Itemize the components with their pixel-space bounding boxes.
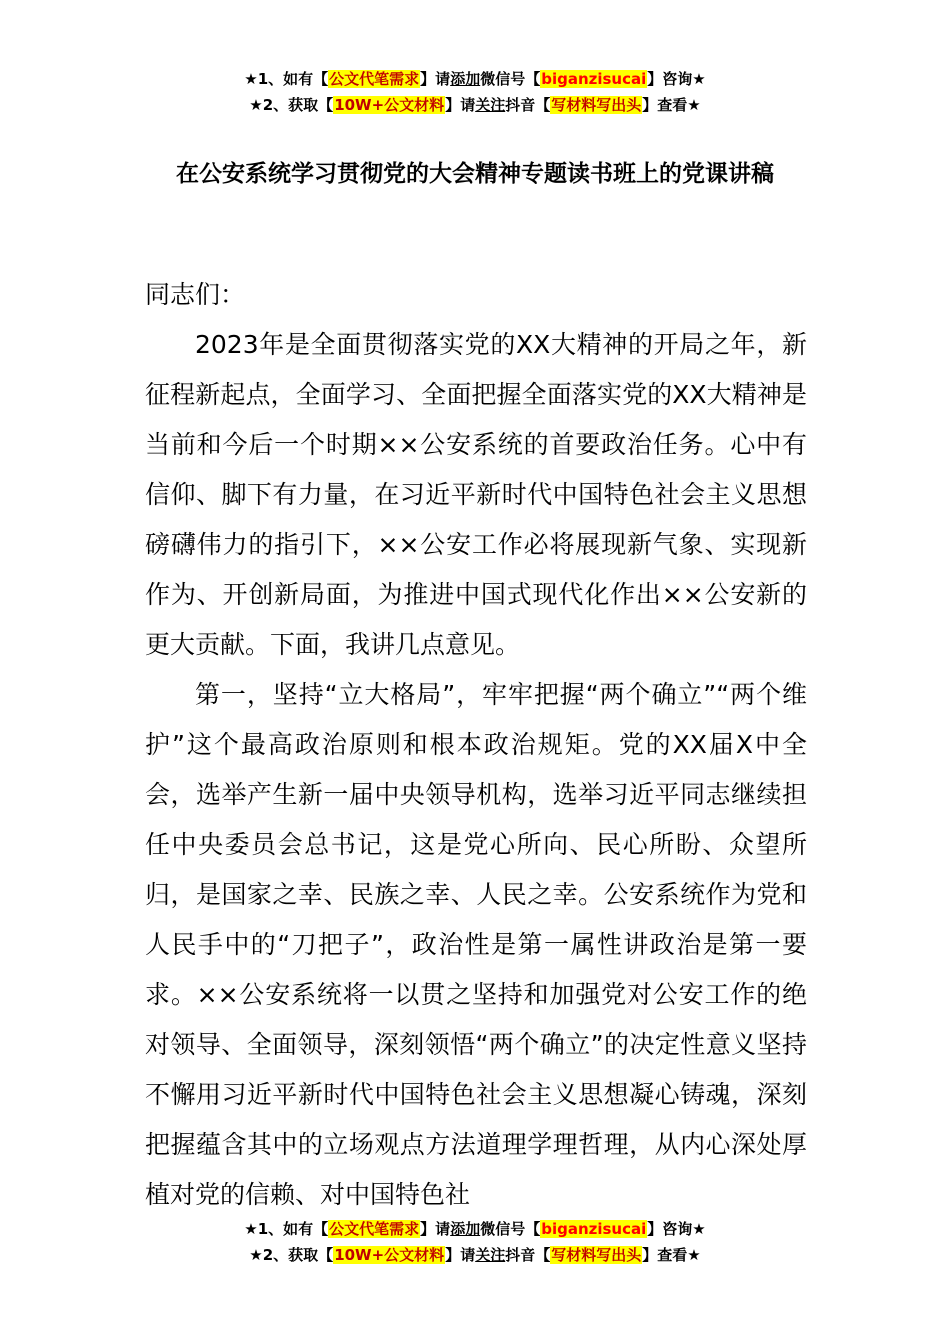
highlight-materials: 10W+公文材料 [334,96,445,114]
document-title: 在公安系统学习贯彻党的大会精神专题读书班上的党课讲稿 [176,161,774,187]
banner-text: 微信号【 [480,1220,541,1238]
highlight-douyin-account: 写材料写出头 [551,96,642,114]
paragraph: 第一，坚持“立大格局”，牢牢把握“两个确立”“两个维护”这个最高政治原则和根本政治规矩。党的XX届X中全会，选举产生新一届中央领导机构，选举习近平同志继续担任中央委员会总书记，这是党心所向、民心所盼、众望所归，是国家之幸、民族之幸、人民之幸。公安系统作为党和人民手中的“刀把子”，政治性是第一属性讲政治是第一要求。××公安系统将一以贯之坚持和加强党对公安工作的绝对领导、全面领导，深刻领悟“两个确立”的决定性意义坚持不懈用习近平新时代中国特色社会主义思想凝心铸魂，深刻把握蕴含其中的立场观点方法道理学理哲理，从内心深处厚植对党的信赖、对中国特色社 [145,680,807,1209]
banner-underlined-text: 关注 [475,96,506,114]
banner-text: 】请 [445,1246,476,1264]
document-body [145,270,807,1220]
highlight-wechat-id: biganzisucai [541,70,647,88]
paragraph: 2023年是全面贯彻落实党的XX大精神的开局之年，新征程新起点，全面学习、全面把握全面落实党的XX大精神是当前和今后一个时期××公安系统的首要政治任务。心中有信仰、脚下有力量，在习近平新时代中国特色社会主义思想磅礴伟力的指引下，××公安工作必将展现新气象、实现新作为、开创新局面，为推进中国式现代化作出××公安新的更大贡献。下面，我讲几点意见。 [145,330,807,659]
header-banner [0,66,950,118]
banner-underlined-text: 添加 [450,70,481,88]
footer-banner [0,1216,950,1268]
banner-line-2 [0,92,950,118]
banner-text: 】咨询★ [647,70,706,88]
banner-text: ★2、获取【 [249,96,334,114]
banner-text: 】查看★ [642,96,701,114]
highlight-materials: 10W+公文材料 [334,1246,445,1264]
banner-text: ★1、如有【 [244,1220,329,1238]
banner-text: 】请 [420,1220,451,1238]
banner-line-1 [0,66,950,92]
banner-text: 】请 [420,70,451,88]
banner-line-2 [0,1242,950,1268]
banner-text: 微信号【 [480,70,541,88]
banner-underlined-text: 关注 [475,1246,506,1264]
banner-text: 抖音【 [505,1246,551,1264]
banner-text: ★2、获取【 [249,1246,334,1264]
salutation: 同志们： [145,280,246,309]
banner-text: 抖音【 [505,96,551,114]
banner-text: 】请 [445,96,476,114]
highlight-ghostwriting: 公文代笔需求 [329,1220,420,1238]
banner-underlined-text: 添加 [450,1220,481,1238]
highlight-ghostwriting: 公文代笔需求 [329,70,420,88]
banner-text: ★1、如有【 [244,70,329,88]
banner-text: 】查看★ [642,1246,701,1264]
banner-text: 】咨询★ [647,1220,706,1238]
highlight-wechat-id: biganzisucai [541,1220,647,1238]
banner-line-1 [0,1216,950,1242]
highlight-douyin-account: 写材料写出头 [551,1246,642,1264]
